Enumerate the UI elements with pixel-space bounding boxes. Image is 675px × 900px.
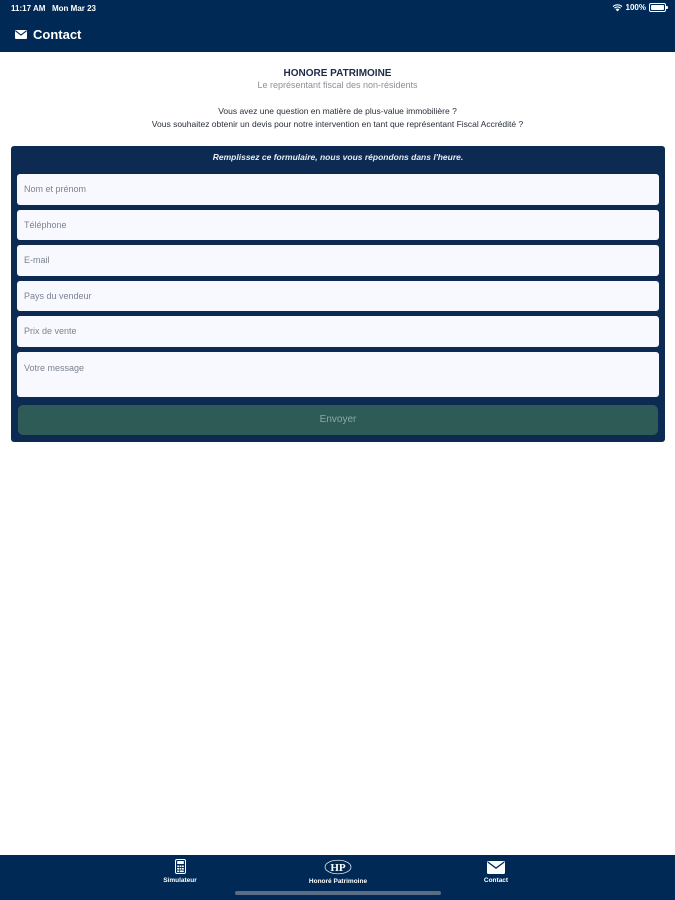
status-bar <box>0 0 675 18</box>
phone-field[interactable] <box>17 210 659 240</box>
tab-honore-patrimoine[interactable] <box>293 859 383 885</box>
email-field-placeholder: E-mail <box>24 255 50 265</box>
tab-contact-label: Contact <box>483 877 509 884</box>
sale-price-field-placeholder: Prix de vente <box>24 326 77 336</box>
page-title: Contact <box>33 27 82 42</box>
status-right <box>612 3 666 12</box>
status-time: 11:17 AM <box>11 4 46 13</box>
envelope-icon <box>487 861 505 874</box>
tab-contact[interactable] <box>451 859 541 884</box>
tab-simulateur[interactable] <box>135 859 225 884</box>
battery-percent: 100% <box>625 3 646 12</box>
intro-line-1: Vous avez une question en matière de plus-value immobilière ? <box>218 106 457 116</box>
message-field[interactable] <box>17 352 659 397</box>
home-indicator[interactable] <box>235 891 441 895</box>
wifi-icon <box>612 3 623 12</box>
battery-level <box>651 5 664 10</box>
message-field-placeholder: Votre message <box>24 363 85 373</box>
seller-country-field[interactable] <box>17 281 659 311</box>
name-field-placeholder: Nom et prénom <box>24 184 87 194</box>
email-field[interactable] <box>17 245 659 276</box>
name-field[interactable] <box>17 174 659 205</box>
form-note: Remplissez ce formulaire, nous vous répondons dans l'heure. <box>212 152 464 162</box>
brand-title: HONORE PATRIMOINE <box>283 68 392 79</box>
envelope-icon <box>15 30 27 39</box>
navigation-bar <box>0 18 675 52</box>
status-date: Mon Mar 23 <box>52 4 97 13</box>
sale-price-field[interactable] <box>17 316 659 347</box>
brand-subtitle: Le représentant fiscal des non-résidents <box>257 80 418 90</box>
tab-simulateur-label: Simulateur <box>163 877 197 884</box>
send-button[interactable]: Envoyer <box>18 405 658 435</box>
intro-line-2: Vous souhaitez obtenir un devis pour notre intervention en tant que représentant Fiscal Accrédité ? <box>151 119 524 129</box>
svg-text:HP: HP <box>330 862 346 875</box>
battery-icon <box>649 3 666 12</box>
hp-logo-icon <box>323 859 353 875</box>
phone-field-placeholder: Téléphone <box>24 220 67 230</box>
contact-form <box>11 146 665 442</box>
calculator-icon <box>175 859 186 874</box>
seller-country-field-placeholder: Pays du vendeur <box>24 291 92 301</box>
tab-honore-patrimoine-label: Honoré Patrimoine <box>308 878 368 885</box>
